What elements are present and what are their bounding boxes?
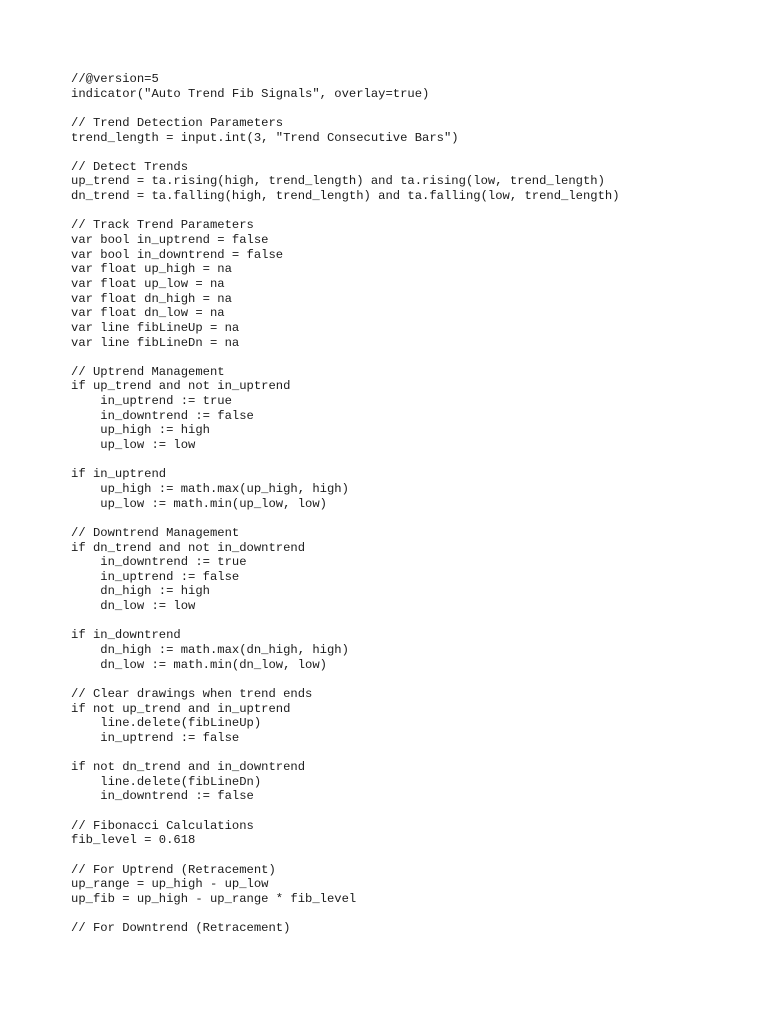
code-block	[71, 72, 620, 936]
code-line: in_downtrend := false	[71, 408, 254, 423]
code-line: // Detect Trends	[71, 159, 189, 174]
code-line: if dn_trend and not in_downtrend	[71, 540, 306, 555]
code-line: in_uptrend := false	[71, 569, 240, 584]
code-line: if in_downtrend	[71, 628, 181, 643]
code-line: // Trend Detection Parameters	[71, 115, 284, 130]
code-line: var line fibLineDn = na	[71, 335, 240, 350]
code-line: line.delete(fibLineUp)	[71, 716, 262, 731]
code-line: var bool in_downtrend = false	[71, 247, 284, 262]
code-line: var bool in_uptrend = false	[71, 233, 269, 248]
code-line	[71, 101, 620, 116]
code-line: fib_level = 0.618	[71, 833, 196, 848]
code-line	[71, 907, 620, 922]
code-line: if not up_trend and in_uptrend	[71, 701, 291, 716]
code-line	[71, 204, 620, 219]
code-line: //@version=5	[71, 72, 159, 86]
code-line: // Clear drawings when trend ends	[71, 686, 313, 701]
code-line: up_low := low	[71, 438, 196, 453]
code-line: dn_low := math.min(dn_low, low)	[71, 657, 327, 672]
code-line: up_high := high	[71, 423, 210, 438]
code-line	[71, 672, 620, 687]
code-line: if not dn_trend and in_downtrend	[71, 760, 306, 775]
code-line: indicator("Auto Trend Fib Signals", overlay=true)	[71, 86, 430, 101]
code-line: in_uptrend := true	[71, 394, 232, 409]
code-line: var float up_low = na	[71, 276, 225, 291]
code-line: up_trend = ta.rising(high, trend_length) and ta.rising(low, trend_length)	[71, 174, 605, 189]
code-line: var float dn_low = na	[71, 306, 225, 321]
code-line: dn_trend = ta.falling(high, trend_length) and ta.falling(low, trend_length)	[71, 189, 620, 204]
code-line: if in_uptrend	[71, 467, 167, 482]
code-line	[71, 453, 620, 468]
code-line: var line fibLineUp = na	[71, 320, 240, 335]
code-line: trend_length = input.int(3, "Trend Consecutive Bars")	[71, 130, 459, 145]
code-line: var float up_high = na	[71, 262, 232, 277]
code-line: // For Downtrend (Retracement)	[71, 921, 291, 936]
code-line: var float dn_high = na	[71, 291, 232, 306]
code-line: // Track Trend Parameters	[71, 218, 254, 233]
code-line: if up_trend and not in_uptrend	[71, 379, 291, 394]
code-line: in_downtrend := true	[71, 555, 247, 570]
code-line: // Uptrend Management	[71, 364, 225, 379]
code-line: in_uptrend := false	[71, 730, 240, 745]
code-line: dn_high := high	[71, 584, 210, 599]
code-line	[71, 804, 620, 819]
code-line	[71, 614, 620, 629]
code-line	[71, 350, 620, 365]
code-line	[71, 511, 620, 526]
code-line	[71, 745, 620, 760]
code-line: dn_low := low	[71, 599, 196, 614]
code-line: up_high := math.max(up_high, high)	[71, 481, 349, 496]
code-line: dn_high := math.max(dn_high, high)	[71, 642, 349, 657]
code-line	[71, 848, 620, 863]
code-line: in_downtrend := false	[71, 789, 254, 804]
code-line: // For Uptrend (Retracement)	[71, 862, 276, 877]
code-line: line.delete(fibLineDn)	[71, 774, 262, 789]
code-line: // Downtrend Management	[71, 525, 240, 540]
code-line: up_range = up_high - up_low	[71, 877, 269, 892]
code-line: up_low := math.min(up_low, low)	[71, 496, 327, 511]
code-line	[71, 145, 620, 160]
code-line: up_fib = up_high - up_range * fib_level	[71, 891, 357, 906]
code-line: // Fibonacci Calculations	[71, 818, 254, 833]
